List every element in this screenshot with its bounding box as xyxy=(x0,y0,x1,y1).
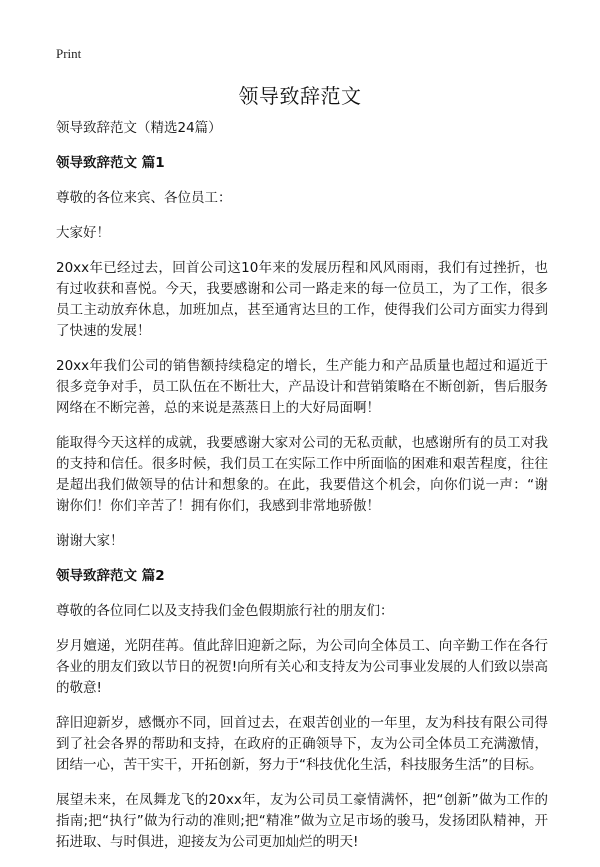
print-label: Print xyxy=(56,46,82,61)
paragraph: 尊敬的各位同仁以及支持我们金色假期旅行社的朋友们： xyxy=(56,603,394,619)
section-heading: 领导致辞范文 篇2 xyxy=(56,568,165,584)
section-2 xyxy=(56,566,548,853)
paragraph: 岁月嬗递，光阴荏苒。值此辞旧迎新之际，为公司向全体员工、向辛勤工作在各行各业的朋友们致以节日的祝贺!向所有关心和支持友为公司事业发展的人们致以崇高的敬意! xyxy=(56,638,548,696)
paragraph: 20xx年已经过去，回首公司这10年来的发展历程和风风雨雨，我们有过挫折，也有过收获和喜悦。今天，我要感谢和公司一路走来的每一位员工，为了工作，很多员工主动放弃休息，加班加点，甚至通宵达旦的工作，使得我们公司方面实力得到了快速的发展！ xyxy=(56,260,548,339)
section-heading: 领导致辞范文 篇1 xyxy=(56,155,165,171)
paragraph: 20xx年我们公司的销售额持续稳定的增长，生产能力和产品质量也超过和逼近于很多竞争对手，员工队伍在不断壮大，产品设计和营销策略在不断创新，售后服务网络在不断完善，总的来说是蒸蒸日上的大好局面啊！ xyxy=(56,358,548,416)
document-subtitle: 领导致辞范文（精选24篇） xyxy=(56,120,222,136)
paragraph: 尊敬的各位来宾、各位员工： xyxy=(56,190,232,206)
page-title: 领导致辞范文 xyxy=(238,84,362,108)
section-1 xyxy=(56,153,548,552)
paragraph: 展望未来，在凤舞龙飞的20xx年，友为公司员工豪情满怀，把“创新”做为工作的指南;把“执行”做为行动的准则;把“精准”做为立足市场的骏马，发扬团队精神，开拓进取、与时俱进，迎接友为公司更加灿烂的明天! xyxy=(56,792,548,850)
paragraph: 能取得今天这样的成就，我要感谢大家对公司的无私贡献，也感谢所有的员工对我的支持和信任。很多时候，我们员工在实际工作中所面临的困难和艰苦程度，往往是超出我们做领导的估计和想象的。在此，我要借这个机会，向你们说一声：“谢谢你们！你们辛苦了！拥有你们，我感到非常地骄傲！ xyxy=(56,435,548,514)
paragraph: 谢谢大家！ xyxy=(56,533,124,549)
paragraph: 大家好！ xyxy=(56,225,110,241)
paragraph: 辞旧迎新岁，感慨亦不同，回首过去，在艰苦创业的一年里，友为科技有限公司得到了社会各界的帮助和支持，在政府的正确领导下，友为公司全体员工充满激情，团结一心，苦干实干，开拓创新，努力于“科技优化生活，科技服务生活”的目标。 xyxy=(56,715,548,773)
document-body xyxy=(56,118,548,867)
